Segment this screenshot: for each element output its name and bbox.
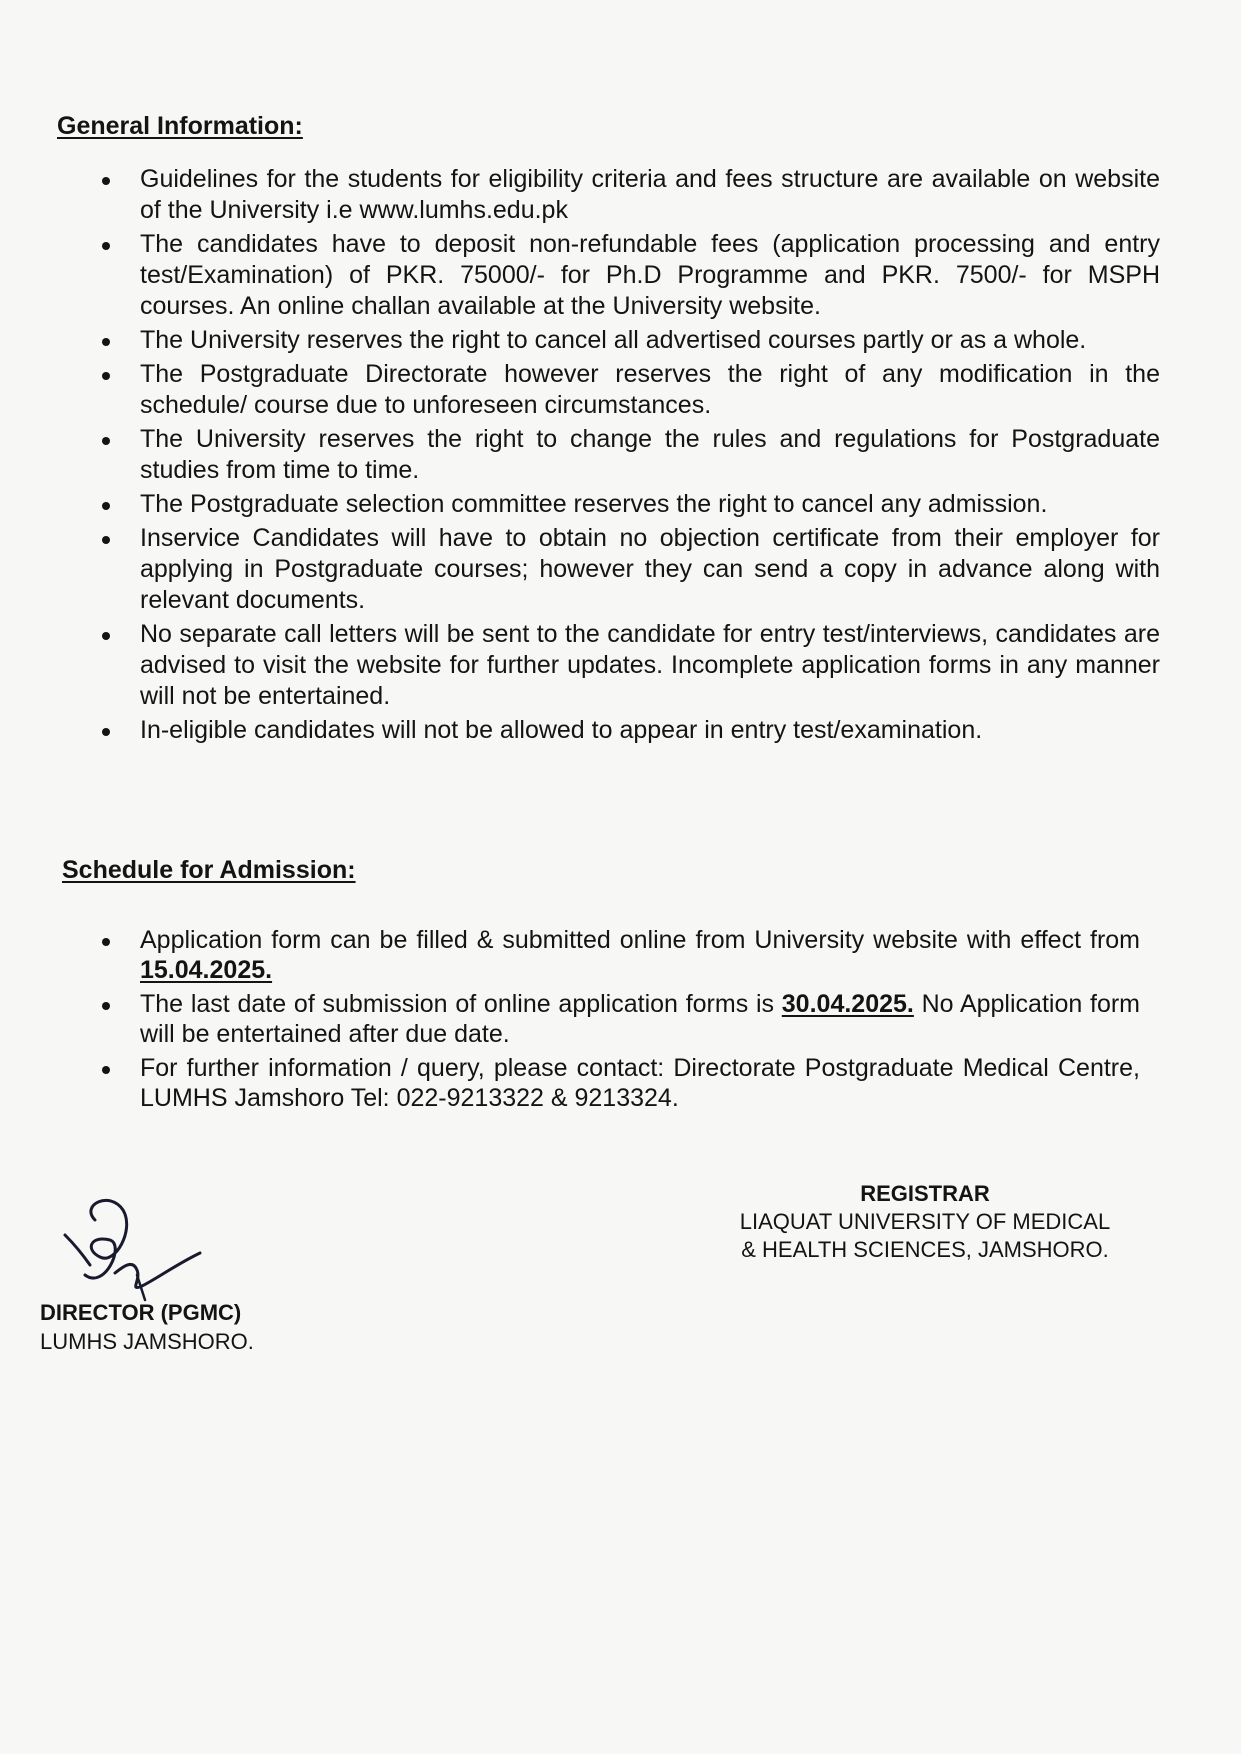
list-item bbox=[100, 619, 1160, 712]
schedule-item-text: Application form can be filled & submitted online from University website with effect from bbox=[140, 926, 1140, 954]
list-item bbox=[100, 925, 1140, 985]
schedule-heading: Schedule for Admission: bbox=[62, 856, 356, 884]
schedule-item-text: No Application form will be entertained after due date. bbox=[140, 990, 1141, 1048]
list-item bbox=[100, 424, 1160, 486]
bullet-icon bbox=[102, 632, 110, 640]
list-item-text: The University reserves the right to cancel all advertised courses partly or as a whole. bbox=[140, 326, 1087, 354]
director-title: DIRECTOR (PGMC) bbox=[40, 1300, 242, 1325]
list-item-text: No separate call letters will be sent to the candidate for entry test/interviews, candidates are advised to visit the website for further updates. Incomplete application forms in any manner will not be entertained. bbox=[140, 620, 1160, 710]
list-item bbox=[100, 715, 1160, 746]
list-item bbox=[100, 989, 1140, 1049]
list-item bbox=[100, 164, 1160, 226]
last-date: 30.04.2025. bbox=[781, 990, 914, 1018]
schedule-item-text: For further information / query, please contact: Directorate Postgraduate Medical Centre, LUMHS Jamshoro Tel: 022-9213322 & 9213324. bbox=[140, 1054, 1140, 1112]
registrar-title: REGISTRAR bbox=[860, 1181, 990, 1206]
bullet-icon bbox=[102, 177, 110, 185]
list-item-text: The Postgraduate selection committee reserves the right to cancel any admission. bbox=[140, 490, 1048, 518]
registrar-block bbox=[700, 1180, 1150, 1264]
list-item-text: The Postgraduate Directorate however reserves the right of any modification in the schedule/ course due to unforeseen circumstances. bbox=[140, 360, 1160, 419]
bullet-icon bbox=[102, 1002, 110, 1010]
list-item bbox=[100, 325, 1160, 356]
list-item-text: Inservice Candidates will have to obtain no objection certificate from their employer for applying in Postgraduate courses; however they can send a copy in advance along with relevant documents. bbox=[140, 524, 1160, 614]
list-item-text: In-eligible candidates will not be allowed to appear in entry test/examination. bbox=[140, 716, 983, 744]
signature-icon bbox=[55, 1195, 205, 1305]
bullet-icon bbox=[102, 338, 110, 346]
list-item bbox=[100, 359, 1160, 421]
general-information-heading: General Information: bbox=[57, 112, 303, 140]
start-date: 15.04.2025. bbox=[140, 956, 273, 984]
schedule-item-text: The last date of submission of online application forms is bbox=[140, 990, 782, 1018]
list-item-text: The candidates have to deposit non-refundable fees (application processing and entry test/Examination) of PKR. 75000/- for Ph.D Programme and PKR. 7500/- for MSPH courses. An online challan available at the University website. bbox=[140, 230, 1160, 320]
director-line: LUMHS JAMSHORO. bbox=[40, 1329, 254, 1354]
list-item-text: The University reserves the right to change the rules and regulations for Postgraduate studies from time to time. bbox=[140, 425, 1160, 484]
bullet-icon bbox=[102, 437, 110, 445]
registrar-line: LIAQUAT UNIVERSITY OF MEDICAL bbox=[739, 1209, 1111, 1234]
registrar-line: & HEALTH SCIENCES, JAMSHORO. bbox=[741, 1237, 1109, 1262]
bullet-icon bbox=[102, 242, 110, 250]
bullet-icon bbox=[102, 372, 110, 380]
list-item-text: Guidelines for the students for eligibility criteria and fees structure are available on website of the University i.e www.lumhs.edu.pk bbox=[140, 165, 1160, 224]
bullet-icon bbox=[102, 536, 110, 544]
director-block bbox=[40, 1298, 254, 1356]
general-information-list bbox=[100, 164, 1160, 749]
schedule-list bbox=[100, 925, 1140, 1117]
bullet-icon bbox=[102, 938, 110, 946]
list-item bbox=[100, 523, 1160, 616]
list-item bbox=[100, 229, 1160, 322]
bullet-icon bbox=[102, 728, 110, 736]
bullet-icon bbox=[102, 1066, 110, 1074]
list-item bbox=[100, 1053, 1140, 1113]
bullet-icon bbox=[102, 502, 110, 510]
list-item bbox=[100, 489, 1160, 520]
